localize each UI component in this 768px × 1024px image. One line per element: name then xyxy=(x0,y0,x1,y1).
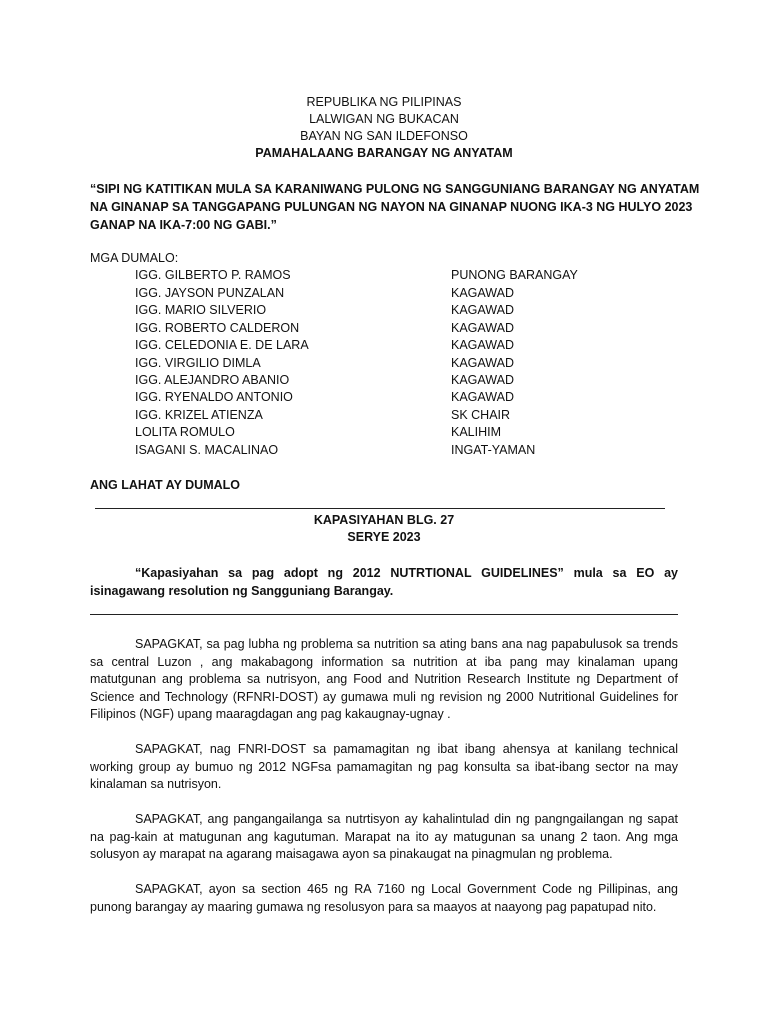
attendance-heading: MGA DUMALO: xyxy=(90,251,179,265)
minutes-title-line-2: NA GINANAP SA TANGGAPANG PULUNGAN NG NAYON NA GINANAP NUONG IKA-3 NG HULYO 2023 xyxy=(90,200,693,214)
minutes-title-line-3: GANAP NA IKA-7:00 NG GABI.” xyxy=(90,218,277,232)
whereas-paragraph: SAPAGKAT, sa pag lubha ng problema sa nutrition sa ating bans ana nag papabulusok sa trends sa central Luzon , ang makabagong information sa nutrition at iba pang may kinalaman upang matutgunan ang problema sa nutrisyon, ang Food and Nutrition Research Institute ng Department of Science and Technology (RFNRI-DOST) ay gumawa muli ng revision ng 2000 Nutritional Guidelines for Filipinos (NGF) upang maaragdagan ang pag kakaugnay-ugnay . xyxy=(90,637,678,721)
resolution-number: KAPASIYAHAN BLG. 27 xyxy=(313,513,455,527)
attendee-name: IGG. RYENALDO ANTONIO xyxy=(135,390,293,404)
attendee-name: IGG. KRIZEL ATIENZA xyxy=(135,408,263,422)
header-barangay: PAMAHALAANG BARANGAY NG ANYATAM xyxy=(255,146,513,160)
attendee-name: ISAGANI S. MACALINAO xyxy=(135,443,279,457)
header-republic: REPUBLIKA NG PILIPINAS xyxy=(306,95,462,109)
header-municipality: BAYAN NG SAN ILDEFONSO xyxy=(300,129,468,143)
attendee-role: PUNONG BARANGAY xyxy=(451,268,578,282)
attendee-role: KAGAWAD xyxy=(451,321,514,335)
whereas-paragraph: SAPAGKAT, ayon sa section 465 ng RA 7160 ng Local Government Code ng Pillipinas, ang punong barangay ay maaring gumawa ng resolusyon para sa maayos at naayong pag papatupad nito. xyxy=(90,882,678,914)
attendee-name: LOLITA ROMULO xyxy=(135,425,235,439)
whereas-paragraph: SAPAGKAT, nag FNRI-DOST sa pamamagitan ng ibat ibang ahensya at kanilang technical working group ay bumuo ng 2012 NGFsa pamamagitan ng pag konsulta sa ibat-ibang sector na may kinalaman sa nutrisyon. xyxy=(90,742,678,791)
minutes-title-line-1: “SIPI NG KATITIKAN MULA SA KARANIWANG PULONG NG SANGGUNIANG BARANGAY NG ANYATAM xyxy=(90,182,700,196)
divider-rule xyxy=(90,614,678,615)
resolution-title: “Kapasiyahan sa pag adopt ng 2012 NUTRTIONAL GUIDELINES” mula sa EO ay isinagawang resolution ng Sangguniang Barangay. xyxy=(90,566,678,598)
attendee-role: INGAT-YAMAN xyxy=(451,443,536,457)
attendee-name: IGG. CELEDONIA E. DE LARA xyxy=(135,338,309,352)
attendee-role: SK CHAIR xyxy=(451,408,511,422)
attendee-role: KAGAWAD xyxy=(451,356,514,370)
whereas-paragraph: SAPAGKAT, ang pangangailanga sa nutrtisyon ay kahalintulad din ng pangngailangan ng sapat na pag-kain at matugunan ang kagutuman. Marapat na ito ay matugunan sa unang 2 taon. Ang mga solusyon ay marapat na agarang maisagawa ayon sa pinakaugat na pinagmulan ng problema. xyxy=(90,812,678,861)
attendee-role: KAGAWAD xyxy=(451,373,514,387)
attendee-role: KAGAWAD xyxy=(451,338,514,352)
attendee-name: IGG. JAYSON PUNZALAN xyxy=(135,286,285,300)
attendee-role: KAGAWAD xyxy=(451,303,514,317)
attendee-role: KAGAWAD xyxy=(451,390,514,404)
header-province: LALWIGAN NG BUKACAN xyxy=(309,112,459,126)
all-present-statement: ANG LAHAT AY DUMALO xyxy=(90,478,240,492)
attendee-role: KALIHIM xyxy=(451,425,502,439)
attendee-name: IGG. MARIO SILVERIO xyxy=(135,303,267,317)
resolution-series: SERYE 2023 xyxy=(347,530,421,544)
attendee-role: KAGAWAD xyxy=(451,286,514,300)
attendee-name: IGG. GILBERTO P. RAMOS xyxy=(135,268,291,282)
divider-rule xyxy=(95,508,665,509)
attendee-name: IGG. ROBERTO CALDERON xyxy=(135,321,300,335)
attendee-name: IGG. VIRGILIO DIMLA xyxy=(135,356,261,370)
attendee-name: IGG. ALEJANDRO ABANIO xyxy=(135,373,290,387)
